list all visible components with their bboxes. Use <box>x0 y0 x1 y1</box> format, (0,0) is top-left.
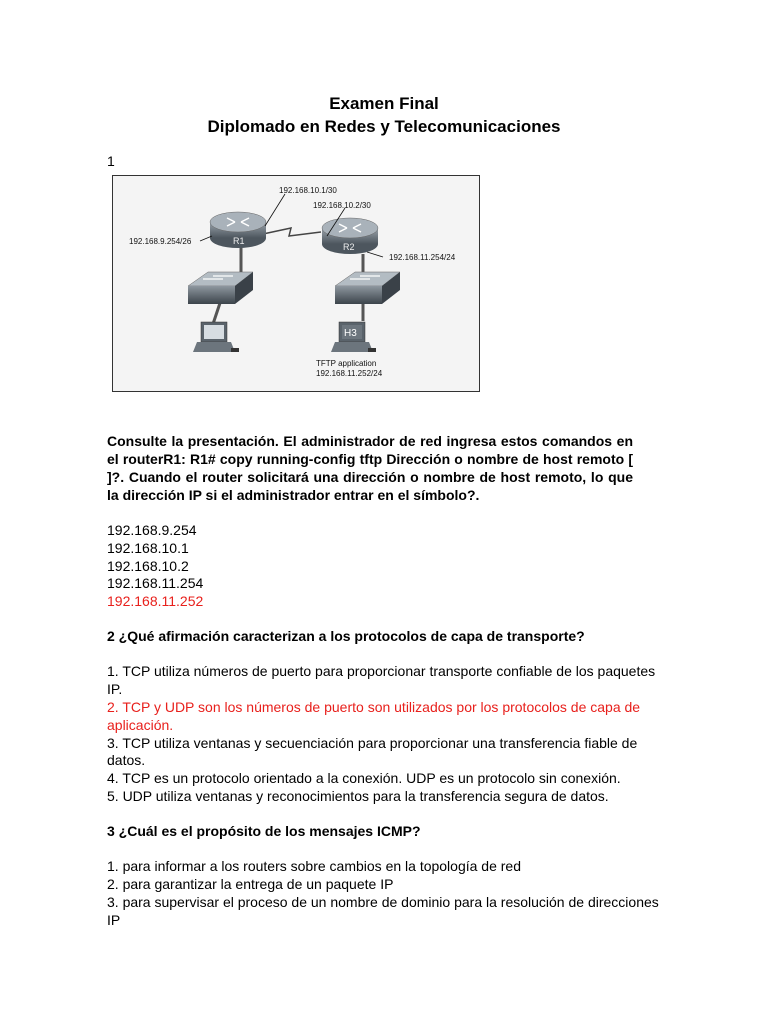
page-subtitle: Diplomado en Redes y Telecomunicaciones <box>207 117 561 136</box>
network-diagram <box>112 175 480 392</box>
q2-option: 4. TCP es un protocolo orientado a la conexión. UDP es un protocolo sin conexión. <box>107 770 621 786</box>
q1-option: 192.168.10.2 <box>107 558 189 574</box>
pc-icon <box>193 322 239 352</box>
q2-option: datos. <box>107 752 146 768</box>
q3-option: IP <box>107 912 121 928</box>
q1-option: 192.168.10.1 <box>107 540 189 556</box>
h3-host-icon <box>331 322 376 352</box>
q2-option: 3. TCP utiliza ventanas y secuenciación para proporcionar una transferencia fiable de <box>107 735 638 751</box>
switch-right-icon <box>335 272 400 304</box>
router-r2-icon <box>322 218 378 254</box>
q1-option-correct: 192.168.11.252 <box>107 593 204 609</box>
q3-option: 3. para supervisar el proceso de un nombre de dominio para la resolución de direcciones <box>107 894 659 910</box>
question-1-number: 1 <box>107 153 115 169</box>
q2-option: IP. <box>107 681 123 697</box>
router-r1-icon <box>210 212 266 248</box>
question-3-title: 3 ¿Cuál es el propósito de los mensajes ICMP? <box>107 823 421 839</box>
q3-option: 2. para garantizar la entrega de un paquete IP <box>107 876 394 892</box>
page-title: Examen Final <box>329 94 439 113</box>
ip-r2-lan: 192.168.11.254/24 <box>389 253 456 262</box>
ip-r1-serial: 192.168.10.1/30 <box>279 186 337 195</box>
tftp-label: TFTP application <box>316 359 377 368</box>
network-topology-svg <box>113 176 481 393</box>
switch-left-icon <box>188 272 253 304</box>
h3-label: H3 <box>344 328 357 339</box>
r2-label: R2 <box>343 242 355 252</box>
tftp-ip: 192.168.11.252/24 <box>316 369 383 378</box>
q2-option-correct: aplicación. <box>107 717 174 733</box>
q2-option: 1. TCP utiliza números de puerto para proporcionar transporte confiable de los paquetes <box>107 663 656 679</box>
q1-option: 192.168.9.254 <box>107 522 197 538</box>
question-2-title: 2 ¿Qué afirmación caracterizan a los protocolos de capa de transporte? <box>107 628 585 644</box>
question-1-text: Consulte la presentación. El administrador de red ingresa estos comandos en el routerR1: R1# copy running-config tftp Dirección o nombre de host remoto [ ]?. Cuando el router solicitará una dirección o nombre de host remoto, lo que la dirección IP si el administrador entrar en el símbolo?. <box>107 433 633 503</box>
q1-option: 192.168.11.254 <box>107 575 204 591</box>
q2-option-correct: 2. TCP y UDP son los números de puerto son utilizados por los protocolos de capa de <box>107 699 641 715</box>
serial-link <box>263 228 321 236</box>
q3-option: 1. para informar a los routers sobre cambios en la topología de red <box>107 858 522 874</box>
q2-option: 5. UDP utiliza ventanas y reconocimientos para la transferencia segura de datos. <box>107 788 609 804</box>
r1-label: R1 <box>233 236 245 246</box>
ip-r1-lan: 192.168.9.254/26 <box>129 237 192 246</box>
ip-r2-serial: 192.168.10.2/30 <box>313 201 371 210</box>
